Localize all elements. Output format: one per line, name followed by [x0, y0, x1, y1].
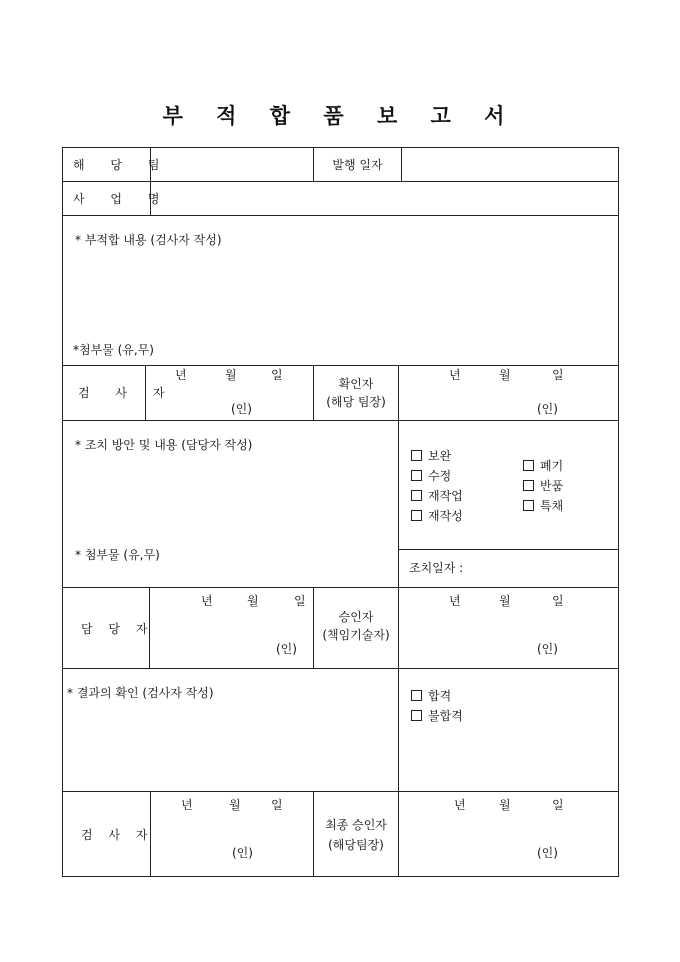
year-label: 년	[175, 368, 187, 382]
seal-mark: (인)	[537, 402, 558, 416]
option-pass[interactable]	[411, 689, 451, 703]
checkbox[interactable]	[411, 490, 422, 501]
action-attachment-label: * 첨부물 (유,무)	[75, 548, 160, 562]
option-label: 재작업	[428, 489, 463, 503]
option-special-acceptance[interactable]	[523, 499, 563, 513]
row-divider	[63, 668, 618, 669]
project-label: 사 업 명	[73, 192, 171, 206]
option-rework[interactable]	[411, 489, 463, 503]
column-divider	[398, 791, 399, 877]
row-divider	[63, 791, 618, 792]
action-date-label: 조치일자 :	[409, 561, 464, 575]
result-content-area[interactable]	[65, 704, 395, 788]
checkbox[interactable]	[523, 500, 534, 511]
day-label: 일	[552, 368, 564, 382]
team-label: 해 당 팀	[73, 158, 171, 172]
year-label: 년	[454, 798, 466, 812]
day-label: 일	[271, 798, 283, 812]
option-fail[interactable]	[411, 709, 463, 723]
month-label: 월	[499, 594, 511, 608]
checkbox[interactable]	[411, 710, 422, 721]
row-divider	[398, 549, 618, 550]
option-label: 불합격	[428, 709, 463, 723]
final-inspector-label: 검 사 자	[81, 828, 154, 842]
result-content-label: * 결과의 확인 (검사자 작성)	[67, 686, 214, 700]
option-label: 수정	[428, 469, 452, 483]
day-label: 일	[294, 594, 306, 608]
option-label: 보완	[428, 449, 452, 463]
issue-date-label: 발행 일자	[332, 158, 383, 172]
checkbox[interactable]	[523, 480, 534, 491]
day-label: 일	[552, 798, 564, 812]
action-content-label: * 조치 방안 및 내용 (담당자 작성)	[75, 438, 253, 452]
checkbox[interactable]	[411, 470, 422, 481]
document-title: 부 적 합 품 보 고 서	[162, 103, 518, 128]
option-rewrite[interactable]	[411, 509, 463, 523]
nonconformity-content-area[interactable]	[65, 250, 616, 340]
approver-sub-label: (책임기술자)	[322, 628, 390, 642]
action-content-area[interactable]	[65, 456, 395, 544]
row-divider	[63, 365, 618, 366]
seal-mark: (인)	[276, 642, 297, 656]
column-divider	[313, 791, 314, 877]
month-label: 월	[229, 798, 241, 812]
row-divider	[63, 181, 618, 182]
checkbox[interactable]	[523, 460, 534, 471]
nonconformity-attachment-label: *첨부물 (유,무)	[73, 343, 154, 357]
option-return[interactable]	[523, 479, 563, 493]
inspector-label: 검 사 자	[78, 386, 176, 400]
seal-mark: (인)	[232, 846, 253, 860]
checkbox[interactable]	[411, 690, 422, 701]
manager-label: 담 당 자	[81, 622, 154, 636]
option-label: 재작성	[428, 509, 463, 523]
year-label: 년	[201, 594, 213, 608]
column-divider	[313, 365, 314, 420]
column-divider	[398, 420, 399, 587]
final-approver-sub-label: (해당팀장)	[328, 838, 384, 852]
confirmer-sub-label: (해당 팀장)	[326, 395, 386, 409]
month-label: 월	[499, 368, 511, 382]
action-date-field[interactable]	[483, 552, 615, 584]
month-label: 월	[499, 798, 511, 812]
column-divider	[398, 365, 399, 420]
row-divider	[63, 420, 618, 421]
year-label: 년	[449, 368, 461, 382]
day-label: 일	[271, 368, 283, 382]
checkbox[interactable]	[411, 450, 422, 461]
team-field[interactable]	[152, 149, 311, 180]
year-label: 년	[181, 798, 193, 812]
seal-mark: (인)	[537, 846, 558, 860]
issue-date-field[interactable]	[403, 149, 617, 180]
option-discard[interactable]	[523, 459, 563, 473]
column-divider	[398, 668, 399, 791]
nonconformity-report-form	[62, 147, 619, 877]
option-label: 합격	[428, 689, 452, 703]
project-field[interactable]	[152, 183, 617, 214]
row-divider	[63, 215, 618, 216]
option-label: 반품	[540, 479, 564, 493]
year-label: 년	[449, 594, 461, 608]
seal-mark: (인)	[537, 642, 558, 656]
row-divider	[63, 587, 618, 588]
column-divider	[398, 587, 399, 668]
nonconformity-content-label: * 부적합 내용 (검사자 작성)	[75, 233, 222, 247]
day-label: 일	[552, 594, 564, 608]
month-label: 월	[247, 594, 259, 608]
confirmer-label: 확인자	[338, 377, 374, 391]
seal-mark: (인)	[231, 402, 252, 416]
approver-label: 승인자	[338, 610, 374, 624]
option-supplement[interactable]	[411, 449, 451, 463]
checkbox[interactable]	[411, 510, 422, 521]
final-approver-label: 최종 승인자	[325, 818, 387, 832]
month-label: 월	[225, 368, 237, 382]
option-label: 특채	[540, 499, 564, 513]
option-modify[interactable]	[411, 469, 451, 483]
column-divider	[401, 148, 402, 181]
option-label: 폐기	[540, 459, 564, 473]
